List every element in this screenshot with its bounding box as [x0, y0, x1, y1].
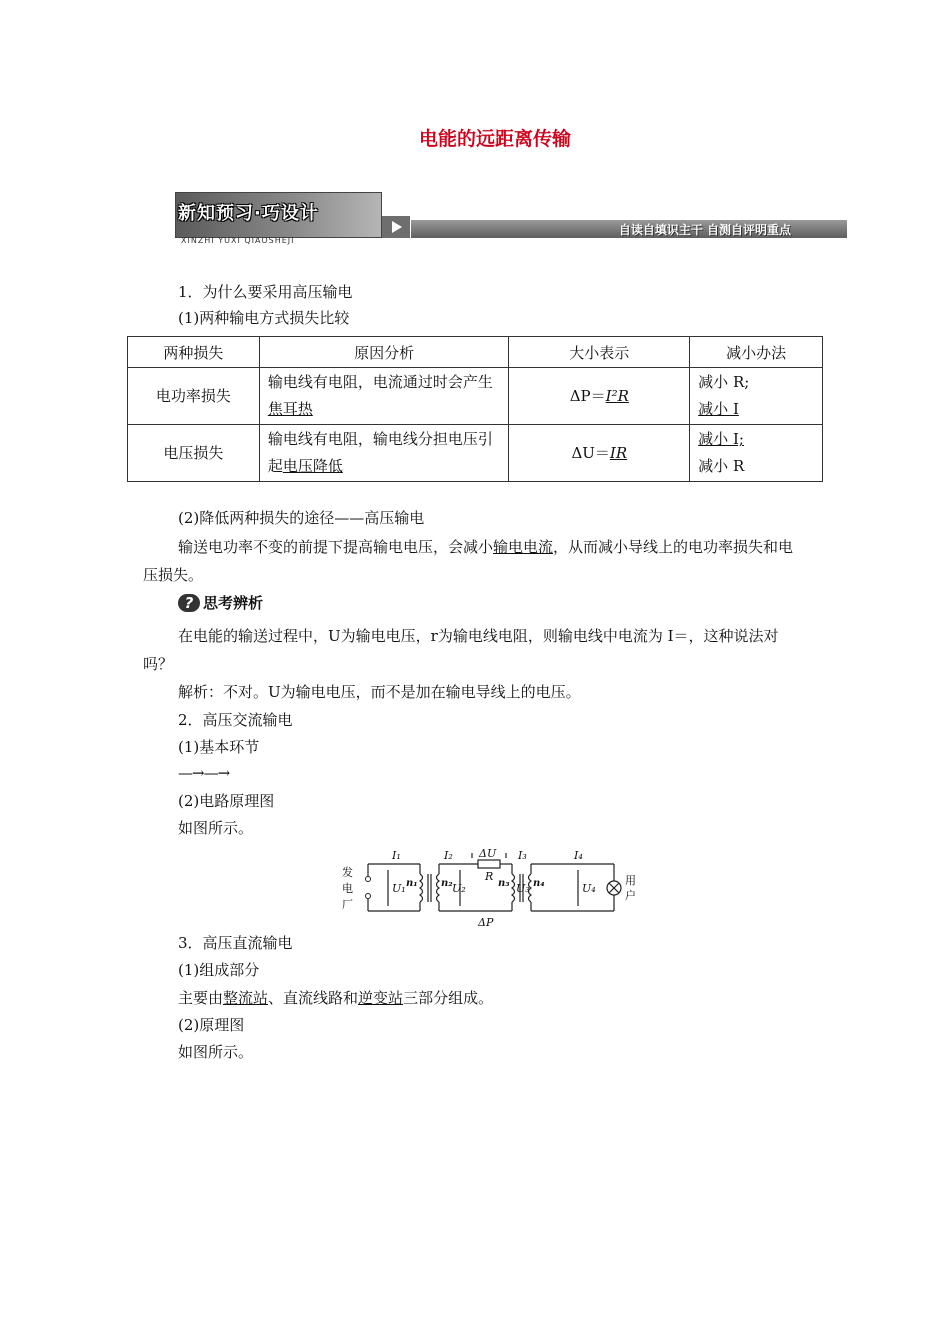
ac-circuit-diagram	[340, 844, 650, 930]
method-line: 减小 R;	[698, 373, 750, 391]
table-row	[128, 368, 823, 425]
table-header: 两种损失	[128, 337, 260, 368]
generator-label: 电	[342, 882, 353, 895]
formula-fill: I²R	[605, 386, 629, 405]
table-header-row	[128, 337, 823, 368]
voltage-label: U₁	[392, 882, 406, 895]
formula-fill: IR	[609, 443, 628, 462]
resistor-label: R	[485, 870, 494, 883]
method-fill: 减小 I;	[698, 430, 744, 448]
section-3-sub2: (2)原理图	[178, 1016, 245, 1034]
table-header: 大小表示	[509, 337, 690, 368]
table-header: 减小办法	[690, 337, 823, 368]
method-fill: 减小 I	[698, 400, 739, 418]
section-banner	[175, 192, 847, 248]
banner-pinyin: XINZHI YUXI QIAOSHEJI	[181, 236, 295, 245]
section-2-sub1: (1)基本环节	[178, 738, 260, 756]
generator-label: 发	[342, 866, 353, 879]
para-text: 三部分组成。	[403, 989, 494, 1007]
generator-label: 厂	[342, 898, 353, 911]
voltage-drop-label: ΔU	[479, 847, 497, 860]
power-loss-label: ΔP	[478, 916, 494, 929]
table-header: 原因分析	[259, 337, 509, 368]
reason-text: 输电线有电阻，输电线分担电压引起	[267, 430, 493, 475]
user-label: 用	[625, 874, 636, 887]
loss-reason	[259, 425, 509, 482]
loss-name: 电功率损失	[128, 368, 260, 425]
formula-text: ΔP＝	[569, 386, 606, 405]
reason-fill: 焦耳热	[267, 400, 313, 418]
current-label: I₁	[392, 849, 401, 862]
current-label: I₃	[518, 849, 527, 862]
think-answer: 解析：不对。U为输电电压，而不是加在输电导线上的电压。	[178, 683, 581, 701]
section-3-paragraph	[178, 988, 493, 1008]
loss-formula	[509, 368, 690, 425]
question-icon: ?	[178, 594, 200, 612]
transmission-chain: —→—→	[178, 764, 230, 782]
loss-reason	[259, 368, 509, 425]
reason-text: 输电线有电阻，电流通过时会产生	[267, 373, 493, 391]
think-label: 思考辨析	[203, 594, 264, 612]
banner-slogan: 自读自填识主干 自测自评明重点	[618, 223, 791, 237]
para-fill: 逆变站	[358, 989, 404, 1007]
section-3-note: 如图所示。	[178, 1043, 254, 1061]
para-text: ，从而减小导线上的电功率损失和电压损失。	[143, 538, 794, 584]
formula-text: ΔU＝	[571, 443, 610, 462]
think-question: 在电能的输送过程中，U为输电电压，r为输电线电阻，则输电线中电流为 I＝，这种说法对吗？	[143, 627, 779, 673]
play-arrow-icon	[382, 216, 410, 238]
loss-formula	[509, 425, 690, 482]
para-fill: 整流站	[223, 989, 269, 1007]
para-text: 输送电功率不变的前提下提高输电电压，会减小	[178, 538, 494, 556]
section-2-sub2: (2)电路原理图	[178, 792, 275, 810]
para-fill: 输电电流	[493, 538, 554, 556]
para-text: 主要由	[178, 989, 224, 1007]
section-2-heading: 2．高压交流输电	[178, 711, 293, 729]
section-3-sub1: (1)组成部分	[178, 961, 260, 979]
turns-label: n₂	[441, 878, 453, 889]
section-2-note: 如图所示。	[178, 819, 254, 837]
turns-label: n₄	[533, 878, 545, 889]
para-text: 、直流线路和	[268, 989, 359, 1007]
section-1-sub2: (2)降低两种损失的途径——高压输电	[178, 509, 425, 527]
voltage-label: U₃	[516, 882, 530, 895]
voltage-label: U₂	[452, 882, 466, 895]
banner-logo: 新知预习·巧设计	[178, 203, 319, 224]
table-row	[128, 425, 823, 482]
current-label: I₂	[444, 849, 453, 862]
method-line: 减小 R	[698, 457, 745, 475]
page-title: 电能的远距离传输	[418, 128, 571, 150]
think-analysis-heading	[178, 592, 263, 613]
section-1-sub1: (1)两种输电方式损失比较	[178, 309, 350, 327]
turns-label: n₁	[406, 878, 418, 889]
current-label: I₄	[574, 849, 583, 862]
voltage-label: U₄	[582, 882, 596, 895]
loss-comparison-table	[127, 336, 823, 482]
turns-label: n₃	[498, 878, 510, 889]
section-1-heading: 1．为什么要采用高压输电	[178, 283, 353, 301]
section-1-paragraph	[143, 533, 808, 589]
reason-fill: 电压降低	[282, 457, 343, 475]
loss-method	[690, 368, 823, 425]
section-3-heading: 3．高压直流输电	[178, 934, 293, 952]
loss-method	[690, 425, 823, 482]
user-label: 户	[625, 889, 636, 902]
loss-name: 电压损失	[128, 425, 260, 482]
